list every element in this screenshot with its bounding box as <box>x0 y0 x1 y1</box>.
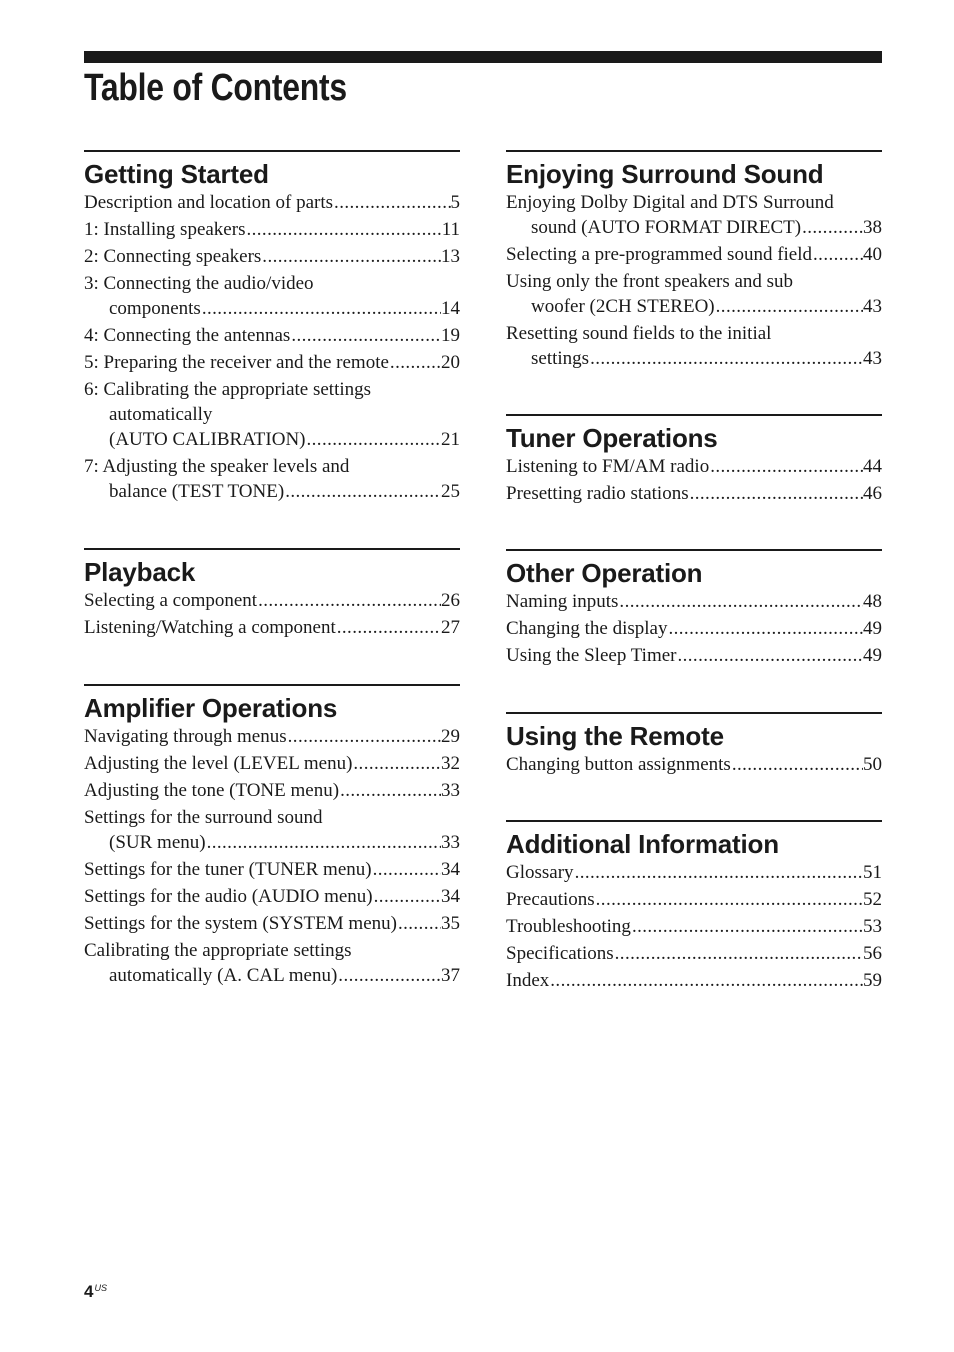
toc-entry-row <box>506 752 882 777</box>
section-additional-information <box>506 820 882 995</box>
page-number-suffix: US <box>94 1283 107 1293</box>
toc-entry-text: 7: Adjusting the speaker levels and <box>84 456 350 477</box>
dot-leader <box>257 588 441 613</box>
toc-entry-page: 37 <box>441 965 460 986</box>
toc-entry-row <box>84 830 460 855</box>
toc-entry-page: 11 <box>441 219 460 240</box>
dot-leader <box>715 294 863 319</box>
toc-entry[interactable] <box>506 968 882 993</box>
toc-entry-row <box>506 294 882 319</box>
section-playback <box>84 548 460 642</box>
dot-leader <box>287 724 441 749</box>
toc-entry-text: Adjusting the level (LEVEL menu) <box>84 753 353 774</box>
dot-leader <box>689 481 863 506</box>
toc-entry-text: Index <box>506 970 550 991</box>
toc-entry-page: 34 <box>441 859 460 880</box>
toc-entry-row <box>506 589 882 614</box>
toc-entry-row <box>506 968 882 993</box>
toc-entry-text: woofer (2CH STEREO) <box>531 296 715 317</box>
toc-entry[interactable] <box>84 588 460 613</box>
toc-entry-page: 46 <box>863 483 882 504</box>
toc-entry-text: (SUR menu) <box>109 832 206 853</box>
toc-entry-page: 29 <box>441 726 460 747</box>
toc-entry-text: Changing the display <box>506 618 668 639</box>
dot-leader <box>336 615 441 640</box>
toc-entry-page: 13 <box>441 246 460 267</box>
toc-entry-text: Adjusting the tone (TONE menu) <box>84 780 340 801</box>
dot-leader <box>339 778 441 803</box>
section-heading: Getting Started <box>84 159 269 189</box>
toc-entry-page: 40 <box>863 244 882 265</box>
toc-entry-text: Selecting a pre-programmed sound field <box>506 244 813 265</box>
toc-entry-text: Naming inputs <box>506 591 619 612</box>
toc-entry-list <box>84 588 460 640</box>
toc-entry-text: (AUTO CALIBRATION) <box>109 429 306 450</box>
dot-leader <box>290 323 441 348</box>
dot-leader <box>206 830 441 855</box>
toc-entry-text: Listening to FM/AM radio <box>506 456 710 477</box>
toc-entry[interactable] <box>506 860 882 885</box>
toc-entry-row <box>84 615 460 640</box>
toc-entry[interactable] <box>84 857 460 882</box>
toc-entry[interactable] <box>84 751 460 776</box>
dot-leader <box>284 479 441 504</box>
dot-leader <box>352 751 441 776</box>
toc-entry-page: 44 <box>863 456 882 477</box>
toc-entry-text: Enjoying Dolby Digital and DTS Surround <box>506 192 834 213</box>
toc-entry[interactable] <box>506 242 882 267</box>
section-heading: Enjoying Surround Sound <box>506 159 824 189</box>
toc-entry-row <box>84 350 460 375</box>
toc-entry-row <box>506 481 882 506</box>
toc-entry-text: Specifications <box>506 943 614 964</box>
toc-entry-text: 6: Calibrating the appropriate settings <box>84 379 372 400</box>
toc-entry-page: 35 <box>441 913 460 934</box>
toc-entry-text: Glossary <box>506 862 574 883</box>
dot-leader <box>333 190 450 215</box>
toc-entry-text: settings <box>531 348 590 369</box>
dot-leader <box>337 963 441 988</box>
toc-entry-text: Changing button assignments <box>506 754 731 775</box>
toc-entry-row <box>84 296 460 321</box>
dot-leader <box>595 887 863 912</box>
toc-entry[interactable] <box>506 643 882 668</box>
toc-entry-row <box>506 242 882 267</box>
toc-entry[interactable] <box>506 941 882 966</box>
dot-leader <box>709 454 863 479</box>
title-rule <box>84 51 882 63</box>
toc-entry[interactable] <box>84 778 460 803</box>
section-heading: Other Operation <box>506 558 703 588</box>
toc-entry-page: 32 <box>441 753 460 774</box>
section-heading: Additional Information <box>506 829 779 859</box>
toc-entry-text: Resetting sound fields to the initial <box>506 323 772 344</box>
toc-entry-text: automatically <box>109 404 213 425</box>
toc-entry-text: 1: Installing speakers <box>84 219 246 240</box>
toc-entry-text: Presetting radio stations <box>506 483 689 504</box>
toc-entry-text: Listening/Watching a component <box>84 617 336 638</box>
toc-entry[interactable] <box>506 589 882 614</box>
toc-entry-row <box>506 860 882 885</box>
dot-leader <box>676 643 863 668</box>
toc-entry[interactable] <box>506 914 882 939</box>
toc-entry-text: Description and location of parts <box>84 192 334 213</box>
toc-entry[interactable] <box>506 454 882 479</box>
toc-entry-row <box>84 588 460 613</box>
toc-entry[interactable] <box>506 616 882 641</box>
dot-leader <box>372 857 441 882</box>
section-amplifier-operations <box>84 684 460 990</box>
section-other-operation <box>506 549 882 670</box>
toc-entry-text: 2: Connecting speakers <box>84 246 262 267</box>
toc-entry-row <box>506 346 882 371</box>
dot-leader <box>812 242 863 267</box>
toc-entry-row <box>84 323 460 348</box>
toc-entry-text: Settings for the tuner (TUNER menu) <box>84 859 372 880</box>
toc-entry[interactable] <box>506 752 882 777</box>
toc-entry-page: 33 <box>441 780 460 801</box>
toc-entry-row <box>506 616 882 641</box>
section-tuner-operations <box>506 414 882 508</box>
toc-entry[interactable] <box>506 887 882 912</box>
toc-entry-row <box>84 244 460 269</box>
dot-leader <box>549 968 863 993</box>
toc-entry[interactable] <box>84 217 460 242</box>
toc-entry[interactable] <box>84 244 460 269</box>
toc-entry-text: Using the Sleep Timer <box>506 645 677 666</box>
section-getting-started <box>84 150 460 506</box>
toc-entry-row <box>84 190 460 215</box>
toc-entry-page: 43 <box>863 348 882 369</box>
dot-leader <box>306 427 442 452</box>
toc-entry-text: Selecting a component <box>84 590 258 611</box>
toc-entry[interactable] <box>84 911 460 936</box>
section-heading: Tuner Operations <box>506 423 718 453</box>
toc-entry-text: balance (TEST TONE) <box>109 481 285 502</box>
toc-entry-list <box>506 190 882 371</box>
toc-entry-page: 5 <box>450 192 460 213</box>
toc-entry-page: 26 <box>441 590 460 611</box>
toc-entry-text: Troubleshooting <box>506 916 631 937</box>
toc-entry-text: sound (AUTO FORMAT DIRECT) <box>531 217 802 238</box>
toc-entry-text: Using only the front speakers and sub <box>506 271 794 292</box>
toc-entry[interactable] <box>506 269 882 319</box>
toc-entry-page: 53 <box>863 916 882 937</box>
toc-entry-text: Calibrating the appropriate settings <box>84 940 352 961</box>
toc-entry-row <box>506 454 882 479</box>
toc-entry-page: 49 <box>863 645 882 666</box>
toc-entry-row <box>84 778 460 803</box>
toc-entry-row <box>506 941 882 966</box>
section-heading: Using the Remote <box>506 721 724 751</box>
dot-leader <box>589 346 863 371</box>
toc-entry-page: 34 <box>441 886 460 907</box>
dot-leader <box>261 244 441 269</box>
dot-leader <box>801 215 863 240</box>
toc-entry[interactable] <box>84 377 460 452</box>
toc-entry-page: 20 <box>441 352 460 373</box>
section-using-the-remote <box>506 712 882 779</box>
toc-entry[interactable] <box>84 190 460 215</box>
toc-entry-list <box>506 454 882 506</box>
toc-entry-text: Settings for the surround sound <box>84 807 323 828</box>
toc-entry-text: Settings for the system (SYSTEM menu) <box>84 913 397 934</box>
toc-entry[interactable] <box>84 615 460 640</box>
toc-entry-row <box>84 724 460 749</box>
toc-entry-text: Settings for the audio (AUDIO menu) <box>84 886 373 907</box>
toc-entry-row <box>84 479 460 504</box>
toc-entry-row <box>84 427 460 452</box>
toc-entry-page: 21 <box>441 429 460 450</box>
toc-entry-list <box>84 190 460 504</box>
dot-leader <box>389 350 441 375</box>
dot-leader <box>397 911 441 936</box>
toc-entry[interactable] <box>506 481 882 506</box>
toc-entry-text: 3: Connecting the audio/video <box>84 273 314 294</box>
toc-entry-text: automatically (A. CAL menu) <box>109 965 338 986</box>
toc-entry-page: 14 <box>441 298 460 319</box>
toc-entry-row <box>84 857 460 882</box>
toc-entry[interactable] <box>84 938 460 988</box>
dot-leader <box>667 616 863 641</box>
toc-entry[interactable] <box>84 724 460 749</box>
section-heading: Amplifier Operations <box>84 693 338 723</box>
dot-leader <box>631 914 863 939</box>
dot-leader <box>201 296 441 321</box>
toc-entry-row <box>506 215 882 240</box>
toc-entry-row <box>506 887 882 912</box>
toc-entry-text: Precautions <box>506 889 595 910</box>
toc-entry-page: 27 <box>441 617 460 638</box>
toc-entry-row <box>84 751 460 776</box>
toc-entry-row <box>84 963 460 988</box>
toc-entry-page: 25 <box>441 481 460 502</box>
page-number <box>84 1282 107 1302</box>
dot-leader <box>731 752 863 777</box>
toc-entry-row <box>506 643 882 668</box>
toc-entry-page: 52 <box>863 889 882 910</box>
page-title: Table of Contents <box>84 67 347 109</box>
toc-entry-page: 33 <box>441 832 460 853</box>
dot-leader <box>373 884 441 909</box>
toc-entry-page: 48 <box>863 591 882 612</box>
toc-entry-page: 49 <box>863 618 882 639</box>
toc-entry-page: 59 <box>863 970 882 991</box>
page-number-value: 4 <box>84 1282 94 1301</box>
toc-entry-list <box>506 589 882 668</box>
dot-leader <box>574 860 863 885</box>
section-heading: Playback <box>84 557 196 587</box>
toc-entry-list <box>506 860 882 993</box>
toc-entry[interactable] <box>506 190 882 240</box>
toc-entry-text: 4: Connecting the antennas <box>84 325 291 346</box>
toc-entry-page: 56 <box>863 943 882 964</box>
toc-entry-page: 51 <box>863 862 882 883</box>
toc-entry-page: 43 <box>863 296 882 317</box>
toc-entry[interactable] <box>84 323 460 348</box>
toc-entry-text: Navigating through menus <box>84 726 287 747</box>
toc-entry-row <box>84 884 460 909</box>
toc-entry-row <box>84 217 460 242</box>
dot-leader <box>614 941 863 966</box>
toc-entry-page: 38 <box>863 217 882 238</box>
dot-leader <box>245 217 441 242</box>
toc-entry-text: 5: Preparing the receiver and the remote <box>84 352 389 373</box>
toc-entry-row <box>506 914 882 939</box>
toc-entry[interactable] <box>506 321 882 371</box>
toc-entry[interactable] <box>84 350 460 375</box>
toc-entry-text: components <box>109 298 201 319</box>
toc-entry-page: 50 <box>863 754 882 775</box>
toc-entry[interactable] <box>84 454 460 504</box>
toc-entry-row <box>84 911 460 936</box>
toc-entry-list <box>84 724 460 988</box>
dot-leader <box>618 589 863 614</box>
toc-entry[interactable] <box>84 805 460 855</box>
toc-entry[interactable] <box>84 884 460 909</box>
section-enjoying-surround-sound <box>506 150 882 373</box>
toc-entry-list <box>506 752 882 777</box>
toc-entry[interactable] <box>84 271 460 321</box>
toc-entry-page: 19 <box>441 325 460 346</box>
